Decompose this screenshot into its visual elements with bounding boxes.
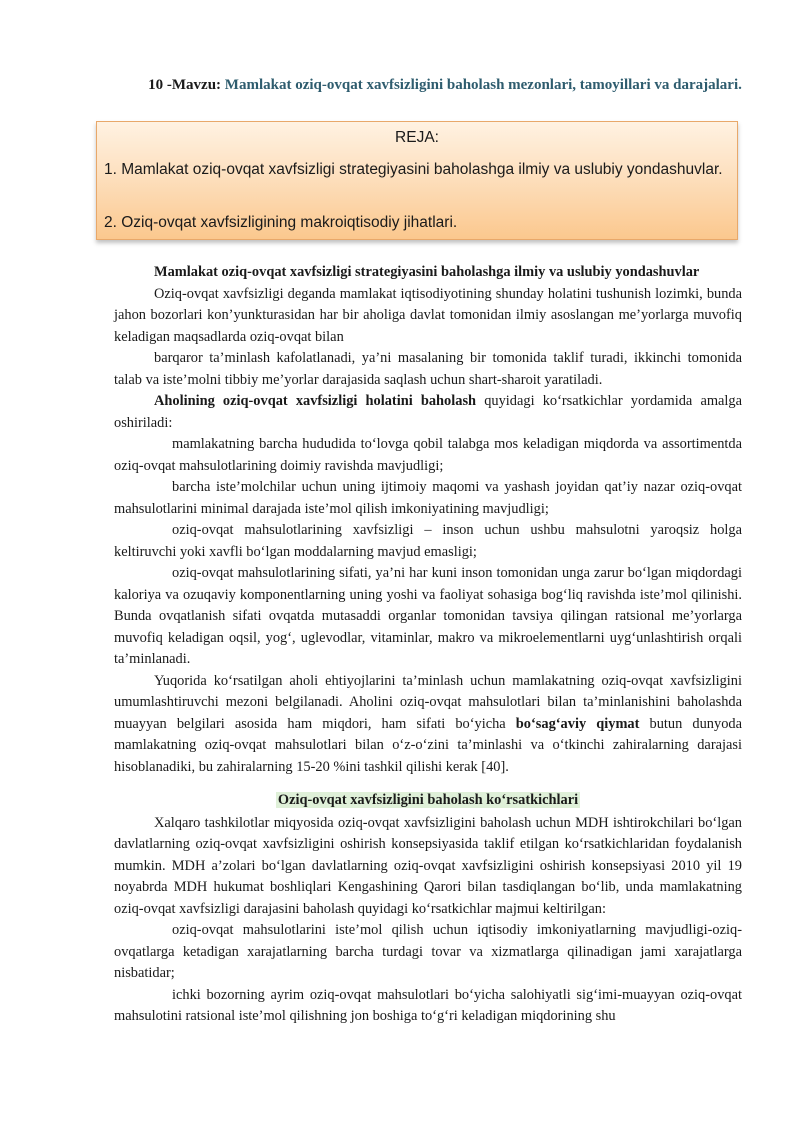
paragraph-text: Yuqorida ko‘rsatilgan aholi ehtiyojlarini ta’minlash uchun mamlakatning oziq-ovqat xavfsizligini umumlashtiruvchi mezoni belgilanadi. Aholini oziq-ovqat mahsulotlari bilan ta’minlanishini baholashda muayyan belgilari asosida ham miqdori, ham sifati bo‘yicha bbox=[114, 672, 742, 732]
list-item: mamlakatning barcha hududida to‘lovga qobil talabga mos keladigan miqdorda va assortimentda oziq-ovqat mahsulotlarining doimiy ravishda mavjudligi; bbox=[114, 436, 742, 474]
list-item: oziq-ovqat mahsulotlarining xavfsizligi – inson uchun ushbu mahsulotni yaroqsiz holga keltiruvchi yoki xavfli bo‘lgan moddalarning mavjud emasligi; bbox=[114, 522, 742, 560]
section2-heading-text: Oziq-ovqat xavfsizligini baholash ko‘rsatkichlari bbox=[277, 792, 579, 808]
plan-heading: REJA: bbox=[395, 129, 439, 146]
list-item: barcha iste’molchilar uchun uning ijtimoiy maqomi va yashash joyidan qat’iy nazar oziq-ovqat mahsulotlarini minimal darajada iste’mol qilish imkoniyatining mavjudligi; bbox=[114, 479, 742, 517]
bold-term: bo‘sag‘aviy qiymat bbox=[515, 715, 640, 732]
title-separator: : bbox=[216, 77, 225, 93]
paragraph: barqaror ta’minlash kafolatlanadi, ya’ni masalaning bir tomonida taklif turadi, ikkinchi tomonida talab va iste’molni tibbiy me’yorlar darajasida saqlash uchun shart-sharoit yaratiladi. bbox=[114, 350, 742, 388]
paragraph: Xalqaro tashkilotlar miqyosida oziq-ovqat xavfsizligini baholash uchun MDH ishtirokchilari bo‘lgan davlatlarning oziq-ovqat xavfsizligini oshirish konsepsiyasida taklif etilgan ko‘rsatkichlaridan foydalanish mumkin. MDH a’zolari bo‘lgan davlatlarning oziq-ovqat xavfsizligini oshirish konsepsiyasi 2010 yil 19 noyabrda MDH hukumat boshliqlari Kengashining Qarori bilan tasdiqlangan bo‘lib, unda mamlakatning oziq-ovqat xavfsizligi darajasini baholash quyidagi ko‘rsatkichlar majmui keltirilgan: bbox=[114, 814, 742, 917]
list-item: oziq-ovqat mahsulotlarining sifati, ya’ni har kuni inson tomonidan unga zarur bo‘lgan miqdordagi kaloriya va ozuqaviy komponentlarning uning yoshi va faoliyat sohasiga bog‘liq ravishda iste’mol qilinishi. Bunda ovqatlanish sifati ovqatda mutasaddi organlar tomonidan tavsiya qilingan ratsional me’yorlarga muvofiq keladigan oqsil, yog‘, uglevodlar, vitaminlar, makro va mikroelementlarni uyg‘unlashtirish orqali ta’minlanadi. bbox=[114, 565, 742, 667]
plan-item-2: 2. Oziq-ovqat xavfsizligining makroiqtisodiy jihatlari. bbox=[104, 214, 458, 231]
topic-number: 10 -Mavzu bbox=[148, 77, 217, 93]
document-body bbox=[114, 262, 742, 1028]
list-item: oziq-ovqat mahsulotlarini iste’mol qilish uchun iqtisodiy imkoniyatlarning mavjudligi-oziq-ovqatlarga ketadigan xarajatlarning barcha turdagi tovar va xizmatlarga qilinadigan jami xarajatlarga nisbatidar; bbox=[114, 922, 742, 981]
paragraph bbox=[114, 671, 742, 779]
plan-box bbox=[96, 121, 738, 240]
paragraph-text: quyidagi ko‘rsatkichlar yordamida amalga oshiriladi: bbox=[114, 393, 742, 431]
paragraph bbox=[114, 391, 742, 434]
page-title bbox=[130, 76, 760, 95]
section1-heading: Mamlakat oziq-ovqat xavfsizligi strategiyasini baholashga ilmiy va uslubiy yondashuvlar bbox=[154, 264, 700, 280]
plan-item-1: 1. Mamlakat oziq-ovqat xavfsizligi strategiyasini baholashga ilmiy va uslubiy yondashuvlar. bbox=[104, 161, 723, 178]
topic-title: Mamlakat oziq-ovqat xavfsizligini baholash mezonlari, tamoyillari va darajalari. bbox=[224, 77, 742, 93]
list-item: ichki bozorning ayrim oziq-ovqat mahsulotlari bo‘yicha salohiyatli sig‘imi-muayyan oziq-ovqat mahsulotini ratsional iste’mol qilishning jon boshiga to‘g‘ri keladigan miqdorining shu bbox=[114, 986, 742, 1024]
paragraph: Oziq-ovqat xavfsizligi deganda mamlakat iqtisodiyotining shunday holatini tushunish lozimki, bunda jahon bozorlari kon’yunkturasidan har bir aholiga davlat tomonidan ilmiy asoslangan me’yorlarga muvofiq keladigan maqsadlarda oziq-ovqat bilan bbox=[114, 285, 742, 345]
bold-term: Aholining oziq-ovqat xavfsizligi holatini baholash bbox=[154, 393, 477, 409]
paragraph-text: butun dunyoda mamlakatning oziq-ovqat mahsulotlari bilan o‘z-o‘zini ta’minlashi va o‘tkinchi zahiralarning darajasi hisoblanadiki, bu zahiralarning 15-20 %ini tashkil qilishi kerak [40]. bbox=[114, 715, 742, 775]
section2-heading bbox=[114, 790, 742, 812]
